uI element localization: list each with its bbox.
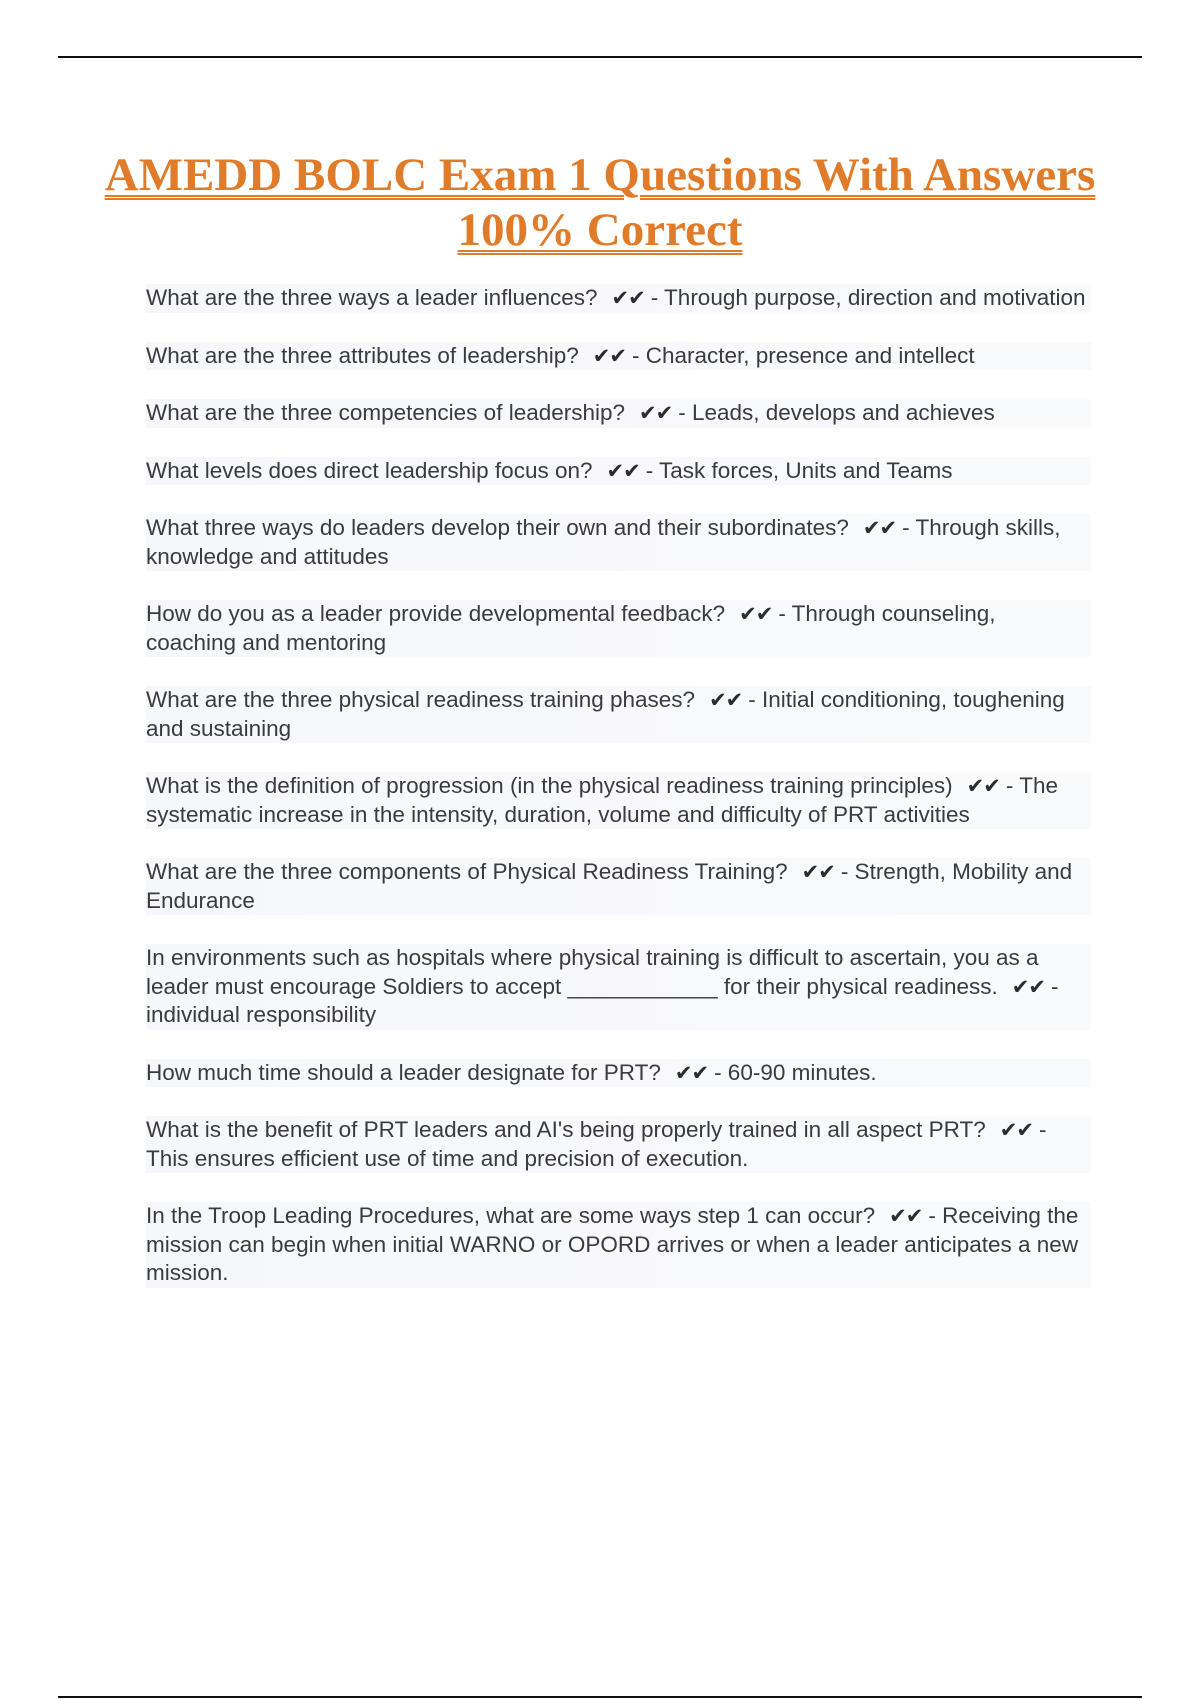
- answer-text: - Task forces, Units and Teams: [645, 457, 953, 483]
- double-check-icon: ✔✔: [639, 401, 673, 425]
- question-text: What are the three ways a leader influences?: [146, 285, 598, 310]
- qa-item: [146, 1116, 1091, 1173]
- question-text: What is the definition of progression (in the physical readiness training principles): [146, 773, 953, 798]
- answer-text: - Receiving the mission can begin when initial WARNO or OPORD arrives or when a leader anticipates a new mission.: [146, 1203, 1079, 1285]
- answer-text: - Through counseling, coaching and mentoring: [146, 601, 996, 655]
- double-check-icon: ✔✔: [592, 343, 626, 368]
- question-text: In the Troop Leading Procedures, what are some ways step 1 can occur?: [146, 1203, 876, 1228]
- qa-item: [146, 399, 1091, 428]
- double-check-icon: ✔✔: [966, 774, 1000, 798]
- answer-text: - Initial conditioning, toughening and sustaining: [146, 687, 1065, 741]
- question-text: What three ways do leaders develop their own and their subordinates?: [146, 515, 849, 540]
- bottom-rule: [58, 1696, 1142, 1698]
- qa-item: [146, 600, 1091, 657]
- question-text: What levels does direct leadership focus on?: [146, 457, 593, 483]
- top-rule: [58, 56, 1142, 58]
- qa-item: [146, 772, 1091, 829]
- answer-text: - Character, presence and intellect: [631, 342, 975, 368]
- qa-item: [146, 284, 1091, 313]
- answer-text: - Through purpose, direction and motivation: [650, 285, 1086, 310]
- double-check-icon: ✔✔: [739, 602, 773, 626]
- answer-text: - Strength, Mobility and Endurance: [146, 859, 1073, 913]
- double-check-icon: ✔✔: [611, 286, 645, 310]
- question-text: What are the three physical readiness training phases?: [146, 687, 696, 712]
- answer-text: - Leads, develops and achieves: [678, 400, 995, 425]
- answer-text: - individual responsibility: [146, 973, 1059, 1027]
- question-text: What is the benefit of PRT leaders and AI's being properly trained in all aspect PRT?: [146, 1117, 986, 1142]
- question-text: What are the three components of Physical Readiness Training?: [146, 859, 788, 884]
- qa-item: [146, 686, 1091, 743]
- double-check-icon: ✔✔: [999, 1118, 1033, 1142]
- double-check-icon: ✔✔: [606, 458, 640, 483]
- double-check-icon: ✔✔: [862, 516, 897, 540]
- double-check-icon: ✔✔: [1011, 974, 1045, 999]
- qa-list: [146, 284, 1091, 1317]
- double-check-icon: ✔✔: [801, 860, 835, 884]
- answer-text: - This ensures efficient use of time and precision of execution.: [146, 1117, 1047, 1171]
- qa-item: [146, 514, 1091, 571]
- qa-item: [146, 944, 1091, 1030]
- question-text: How do you as a leader provide developmental feedback?: [146, 601, 726, 626]
- qa-item: [146, 1059, 1091, 1088]
- qa-item: [146, 342, 1091, 371]
- answer-text: - The systematic increase in the intensity, duration, volume and difficulty of PRT activities: [146, 773, 1058, 827]
- qa-item: [146, 858, 1091, 915]
- double-check-icon: ✔✔: [709, 688, 743, 712]
- double-check-icon: ✔✔: [674, 1060, 709, 1085]
- answer-text: - 60-90 minutes.: [714, 1059, 877, 1085]
- question-text: What are the three attributes of leadership?: [146, 342, 579, 368]
- qa-item: [146, 457, 1091, 486]
- double-check-icon: ✔✔: [889, 1204, 923, 1228]
- answer-text: - Through skills, knowledge and attitudes: [146, 515, 1061, 569]
- question-text: In environments such as hospitals where physical training is difficult to ascertain, you as a leader must encourage Soldiers to accept ____________ for their physical readiness.: [146, 945, 1039, 999]
- question-text: What are the three competencies of leadership?: [146, 400, 626, 425]
- document-title: AMEDD BOLC Exam 1 Questions With Answers 100% Correct: [104, 149, 1096, 256]
- question-text: How much time should a leader designate for PRT?: [146, 1059, 661, 1085]
- qa-item: [146, 1202, 1091, 1288]
